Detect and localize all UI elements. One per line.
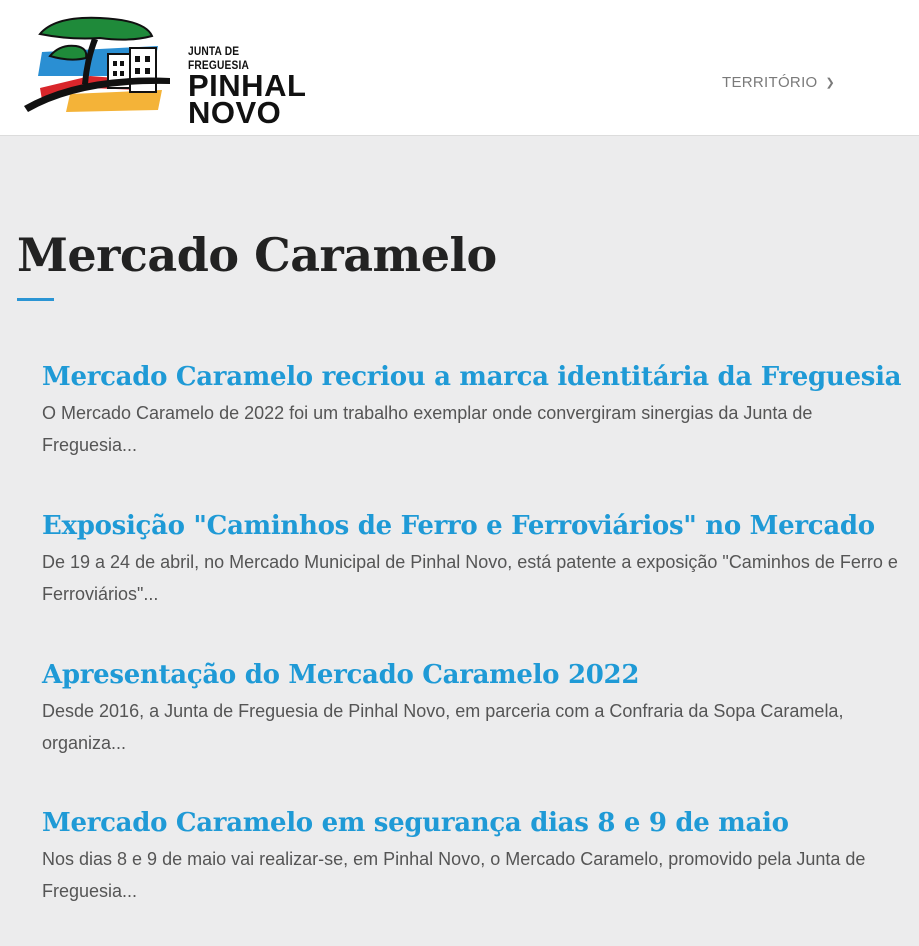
post-item: [42, 807, 902, 907]
logo-line-1: JUNTA DE FREGUESIA: [188, 44, 250, 72]
page-title: Mercado Caramelo: [17, 228, 497, 282]
logo-emblem: [20, 14, 180, 116]
title-underline: [17, 298, 54, 301]
post-item: [42, 659, 902, 759]
post-excerpt: O Mercado Caramelo de 2022 foi um trabalho exemplar onde convergiram sinergias da Junta de Freguesia...: [42, 403, 813, 455]
post-title-link[interactable]: Apresentação do Mercado Caramelo 2022: [42, 660, 640, 690]
post-title-link[interactable]: Exposição "Caminhos de Ferro e Ferroviários" no Mercado: [42, 511, 875, 541]
nav-item-territorio[interactable]: [722, 74, 835, 91]
logo-line-3: NOVO: [188, 95, 282, 130]
post-title-link[interactable]: Mercado Caramelo em segurança dias 8 e 9 de maio: [42, 808, 789, 838]
site-header: [0, 0, 919, 136]
logo-line-2: PINHAL: [188, 68, 307, 103]
logo-text: [188, 44, 307, 130]
post-item: [42, 361, 902, 461]
post-title-link[interactable]: Mercado Caramelo recriou a marca identitária da Freguesia: [42, 362, 902, 392]
post-item: [42, 510, 902, 610]
post-excerpt: Desde 2016, a Junta de Freguesia de Pinhal Novo, em parceria com a Confraria da Sopa Caramela, organiza...: [42, 701, 844, 753]
nav-item-label: TERRITÓRIO: [722, 74, 818, 91]
site-logo[interactable]: [20, 14, 307, 130]
chevron-down-icon: ❯: [825, 77, 836, 89]
post-excerpt: Nos dias 8 e 9 de maio vai realizar-se, em Pinhal Novo, o Mercado Caramelo, promovido pela Junta de Freguesia...: [42, 849, 866, 901]
post-excerpt: De 19 a 24 de abril, no Mercado Municipal de Pinhal Novo, está patente a exposição "Caminhos de Ferro e Ferroviários"...: [42, 552, 898, 604]
